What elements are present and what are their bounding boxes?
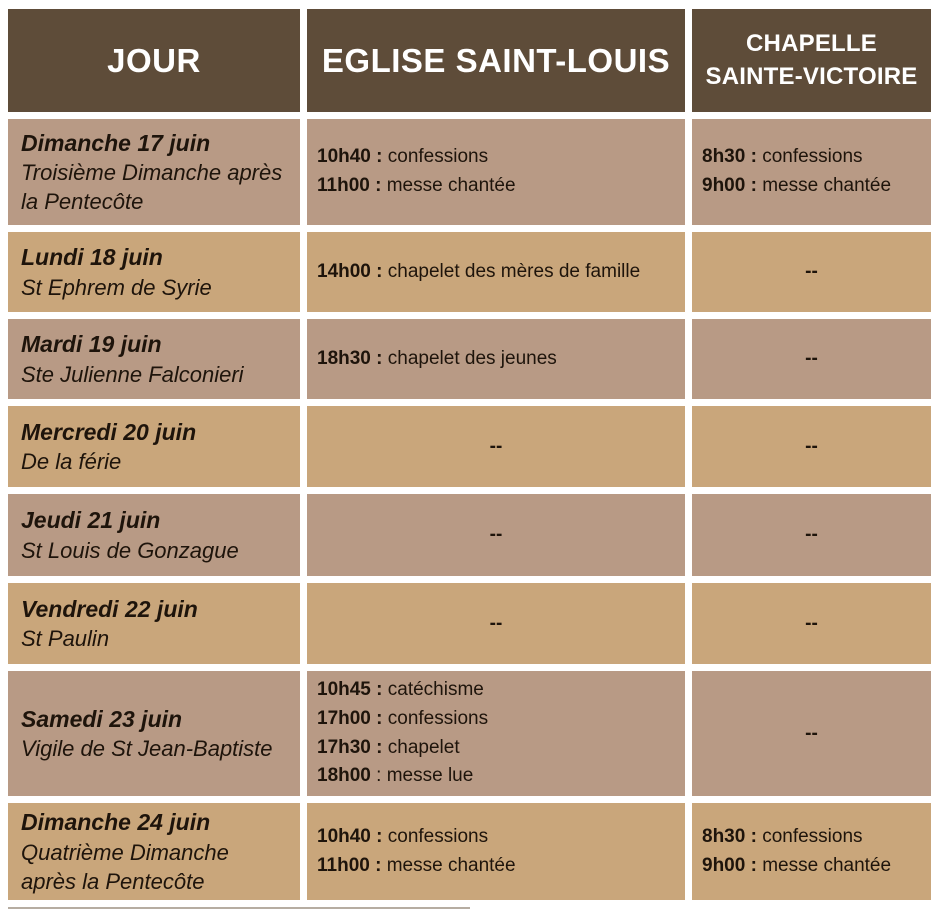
eglise-cell-dimanche-24 — [307, 803, 685, 900]
eglise-cell-mercredi-20 — [307, 406, 685, 487]
entry-desc: confessions — [382, 825, 489, 847]
entry-desc: messe chantée — [381, 175, 516, 196]
entry-time: 9h00 : — [702, 175, 757, 196]
empty-dash: -- — [805, 261, 818, 282]
chapelle-cell-samedi-23 — [692, 671, 931, 796]
entry-time: 11h00 : — [317, 175, 382, 196]
entry-desc: messe chantée — [381, 854, 516, 876]
empty-dash: -- — [805, 524, 818, 545]
chapelle-cell-dimanche-24 — [692, 803, 931, 900]
eglise-cell-jeudi-21 — [307, 494, 685, 576]
day-title: Mardi 19 juin — [21, 331, 162, 358]
schedule-entry — [317, 852, 679, 881]
feast-line: St Paulin — [21, 626, 110, 652]
eglise-cell-lundi-18 — [307, 232, 685, 312]
schedule-entry — [702, 852, 925, 881]
day-cell-vendredi-22 — [8, 583, 300, 664]
chapelle-cell-vendredi-22 — [692, 583, 931, 664]
schedule-entry — [317, 705, 679, 734]
feast-line: Vigile de St Jean-Baptiste — [21, 736, 273, 762]
feast-line: Quatrième Dimanche — [21, 839, 229, 865]
day-cell-jeudi-21 — [8, 494, 300, 576]
entry-time: 10h40 : — [317, 825, 383, 847]
entry-desc: catéchisme — [382, 678, 484, 700]
entry-time: 9h00 : — [702, 854, 757, 876]
empty-dash: -- — [489, 435, 503, 457]
entry-time: 11h00 : — [317, 854, 382, 876]
empty-dash: -- — [489, 524, 503, 545]
eglise-cell-vendredi-22 — [307, 583, 685, 664]
chapelle-cell-jeudi-21 — [692, 494, 931, 576]
day-title: Dimanche 17 juin — [21, 129, 211, 156]
day-title: Dimanche 24 juin — [21, 809, 211, 836]
schedule-entry — [317, 762, 679, 791]
entry-time: 8h30 : — [702, 825, 757, 847]
empty-dash: -- — [805, 435, 818, 457]
header-cell-chapelle — [692, 9, 931, 112]
feast-line: après la Pentecôte — [21, 868, 205, 894]
schedule-entry — [317, 823, 679, 852]
empty-dash: -- — [805, 348, 818, 369]
day-cell-lundi-18 — [8, 232, 300, 312]
schedule-entry — [317, 734, 679, 763]
day-cell-dimanche-24 — [8, 803, 300, 900]
entry-time: 10h40 : — [317, 146, 383, 168]
header-cell-jour — [8, 9, 300, 112]
day-title: Samedi 23 juin — [21, 705, 183, 732]
entry-time: 17h00 : — [317, 707, 383, 729]
day-title: Mercredi 20 juin — [21, 418, 197, 445]
entry-desc: chapelet — [382, 736, 460, 758]
entry-time: 8h30 : — [702, 146, 757, 168]
entry-desc: confessions — [756, 825, 863, 847]
header-jour-label: JOUR — [107, 41, 201, 79]
header-chapelle-label-line1: CHAPELLE — [746, 30, 877, 58]
header-cell-eglise — [307, 9, 685, 112]
header-eglise-label: EGLISE SAINT-LOUIS — [321, 41, 671, 79]
entry-desc: confessions — [382, 146, 489, 168]
feast-line: Troisième Dimanche après — [21, 160, 283, 186]
chapelle-cell-lundi-18 — [692, 232, 931, 312]
entry-desc: messe chantée — [756, 854, 892, 876]
entry-desc: chapelet des jeunes — [382, 347, 557, 369]
eglise-cell-dimanche-17 — [307, 119, 685, 225]
schedule-entry — [702, 823, 925, 852]
day-cell-samedi-23 — [8, 671, 300, 796]
feast-line: St Louis de Gonzague — [21, 537, 239, 563]
chapelle-cell-dimanche-17 — [692, 119, 931, 225]
schedule-entry — [702, 143, 925, 172]
entry-time: 18h30 : — [317, 347, 383, 369]
entry-time: 14h00 : — [317, 260, 383, 282]
chapelle-cell-mercredi-20 — [692, 406, 931, 487]
empty-dash: -- — [805, 722, 818, 744]
day-title: Jeudi 21 juin — [21, 507, 161, 534]
entry-time: 10h45 : — [317, 678, 383, 700]
bottom-edge-line — [8, 907, 470, 909]
schedule-entry — [317, 345, 679, 374]
schedule-entry — [317, 172, 679, 201]
feast-line: Ste Julienne Falconieri — [21, 361, 244, 387]
entry-desc: messe chantée — [756, 175, 892, 196]
day-title: Vendredi 22 juin — [21, 595, 198, 622]
day-cell-mardi-19 — [8, 319, 300, 399]
schedule-entry — [702, 172, 925, 201]
eglise-cell-mardi-19 — [307, 319, 685, 399]
empty-dash: -- — [489, 612, 503, 634]
entry-time: 18h00 — [317, 765, 371, 787]
empty-dash: -- — [805, 612, 818, 634]
schedule-entry — [317, 676, 679, 705]
chapelle-cell-mardi-19 — [692, 319, 931, 399]
entry-desc: confessions — [382, 707, 489, 729]
schedule-entry — [317, 258, 679, 287]
feast-line: De la férie — [21, 449, 122, 475]
eglise-cell-samedi-23 — [307, 671, 685, 796]
feast-line: la Pentecôte — [21, 189, 144, 215]
schedule-entry — [317, 143, 679, 172]
header-chapelle-label-line2: SAINTE-VICTOIRE — [705, 62, 918, 90]
day-title: Lundi 18 juin — [21, 244, 163, 271]
entry-desc: : messe lue — [370, 765, 474, 787]
day-cell-mercredi-20 — [8, 406, 300, 487]
entry-time: 17h30 : — [317, 736, 383, 758]
day-cell-dimanche-17 — [8, 119, 300, 225]
entry-desc: chapelet des mères de famille — [382, 260, 641, 282]
feast-line: St Ephrem de Syrie — [21, 274, 212, 300]
entry-desc: confessions — [756, 146, 863, 168]
